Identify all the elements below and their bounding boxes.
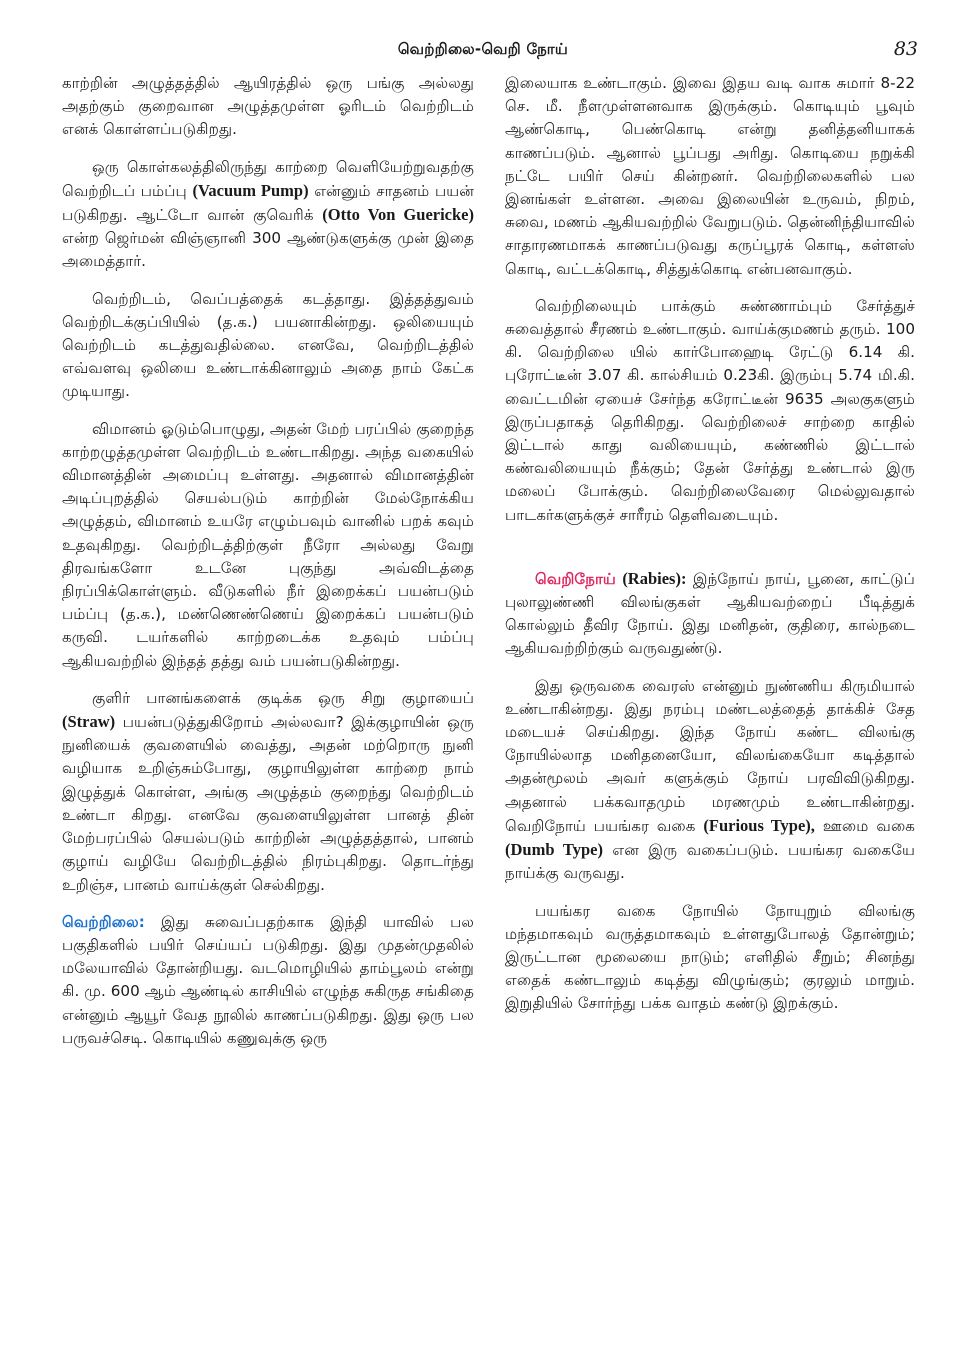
running-title: வெற்றிலை-வெறி நோய் (397, 40, 569, 58)
text: இது ஒருவகை வைரஸ் என்னும் நுண்ணிய கிருமியால் உண்டாகின்றது. இது நரம்பு மண்டலத்தைத் தாக்கிச் சேத மடையச் செய்கிறது. இந்த நோய் கண்ட விலங்கு நோயில்லாத மனிதனையோ, விலங்கையோ கடித்தால் அதன்மூலம் அவர் களுக்கும் நோய் பரவிவிடுகிறது. அதனால் பக்கவாதமும் மரணமும் உண்டாகின்றது. வெறிநோய் பயங்கர வகை (505, 676, 915, 835)
entry-term-betel: வெற்றிலை: (62, 912, 145, 931)
page-number: 83 (893, 38, 918, 60)
entry-paragraph (62, 911, 474, 1050)
text: ஒரு கொள்கலத்திலிருந்து காற்றை வெளியேற்றுவதற்கு வெற்றிடப் பம்ப்பு (62, 157, 474, 200)
english-term: (Vacuum Pump) (192, 180, 309, 200)
english-term: (Otto Von Guericke) (322, 205, 474, 225)
left-column (62, 72, 474, 1064)
text: குளிர் பானங்களைக் குடிக்க ஒரு சிறு குழாயைப் (92, 688, 474, 707)
english-term: (Furious Type), (703, 815, 815, 835)
english-term: (Rabies): (622, 568, 687, 588)
paragraph (62, 687, 474, 897)
english-term: (Straw) (62, 712, 116, 732)
text: என்னும் சாதனம் பயன் படுகிறது. ஆட்டோ வான் குவெரிக் (62, 181, 475, 225)
text: ஊமை வகை (822, 816, 916, 835)
paragraph (505, 675, 915, 886)
text: இந்நோய் நாய், பூனை, காட்டுப் புலாலுண்ணி விலங்குகள் ஆகியவற்றைப் பீடித்துக் கொல்லும் தீவிர நோய். இது மனிதன், குதிரை, கால்நடை ஆகியவற்றிற்கும் வருவதுண்டு. (505, 569, 915, 658)
paragraph: இலையாக உண்டாகும். இவை இதய வடி வாக சுமார் 8-22 செ. மீ. நீளமுள்ளனவாக இருக்கும். கொடியும் பூவும் ஆண்கொடி, பெண்கொடி என்று தனித்தனியாகக் காணப்படும். ஆனால் பூப்பது அரிது. கொடியை நறுக்கி நட்டே பயிர் செய் கின்றனர். வெற்றிலைகளில் பல இனங்கள் உள்ளன. அவை இலையின் உருவம், நிறம், சுவை, மணம் ஆகியவற்றில் வேறுபடும். தென்னிந்தியாவில் சாதாரணமாகக் காணப்படுவது கருப்பூரக் கொடி, கள்ளஸ் கொடி, வட்டக்கொடி, சித்துக்கொடி என்பனவாகும். (505, 74, 915, 278)
text: என இரு வகைப்படும். பயங்கர வகையே நாய்க்கு வருவது. (505, 841, 915, 883)
page-header (0, 40, 966, 72)
paragraph (62, 156, 474, 274)
text: என்ற ஜெர்மன் விஞ்ஞானி 300 ஆண்டுகளுக்கு முன் இதை அமைத்தார். (62, 229, 474, 271)
english-term: (Dumb Type) (505, 840, 603, 860)
entry-term-rabies: வெறிநோய் (535, 569, 616, 588)
paragraph: விமானம் ஓடும்பொழுது, அதன் மேற் பரப்பில் குறைந்த காற்றழுத்தமுள்ள வெற்றிடம் உண்டாகிறது. அந்த வகையில் விமானத்தின் அமைப்பு உள்ளது. அதனால் விமானத்தின் அடிப்புறத்தில் செயல்படும் காற்றின் மேல்நோக்கிய அழுத்தம், விமானம் உயரே எழும்பவும் வானில் பறக் கவும் உதவுகிறது. வெற்றிடத்திற்குள் நீரோ அல்லது வேறு திரவங்களோ உடனே புகுந்து அவ்விடத்தை நிரப்பிக்கொள்ளும். வீடுகளில் நீர் இறைக்கப் பயன்படும் பம்ப்பு (த.க.), மண்ணெண்ணெய் இறைக்கப் பயன்படும் கருவி. டயர்களில் காற்றடைக்க உதவும் பம்ப்பு ஆகியவற்றில் இந்தத் தத்து வம் பயன்படுகின்றது. (62, 419, 474, 670)
paragraph: பயங்கர வகை நோயில் நோயுறும் விலங்கு மந்தமாகவும் வருத்தமாகவும் உள்ளதுபோலத் தோன்றும்; இருட்டான மூலையை நாடும்; எளிதில் சீறும்; சினந்து எதைக் கண்டாலும் கடித்து விழுங்கும்; குரலும் மாறும். இறுதியில் சோர்ந்து பக்க வாதம் கண்டு இறக்கும். (505, 901, 915, 1013)
text: இது சுவைப்பதற்காக இந்தி யாவில் பல பகுதிகளில் பயிர் செய்யப் படுகிறது. இது முதன்முதலில் மலேயாவில் தோன்றியது. வடமொழியில் தாம்பூலம் என்று கி. மு. 600 ஆம் ஆண்டில் காசியில் எழுந்த சுகிருத சங்கிதை என்னும் ஆயூர் வேத நூலில் காணப்படுகிறது. இது ஒரு பல பருவச்செடி. கொடியில் கணுவுக்கு ஒரு (62, 912, 474, 1047)
paragraph: வெற்றிடம், வெப்பத்தைக் கடத்தாது. இத்தத்துவம் வெற்றிடக்குப்பியில் (த.க.) பயனாகின்றது. ஒலியையும் வெற்றிடம் கடத்துவதில்லை. எனவே, வெற்றிடத்தில் எவ்வளவு ஒலியை உண்டாக்கினாலும் அதை நாம் கேட்க முடியாது. (62, 289, 474, 401)
paragraph: காற்றின் அழுத்தத்தில் ஆயிரத்தில் ஒரு பங்கு அல்லது அதற்கும் குறைவான அழுத்தமுள்ள ஓரிடம் வெற்றிடம் எனக் கொள்ளப்படுகிறது. (62, 74, 474, 139)
entry-paragraph (505, 567, 915, 661)
right-column (505, 72, 915, 1030)
text: பயன்படுத்துகிறோம் அல்லவா? இக்குழாயின் ஒரு நுனியைக் குவளையில் வைத்து, அதன் மற்றொரு நுனி வழியாக உறிஞ்சும்போது, குழாயிலுள்ள காற்றை நாம் இழுத்துக் கொள்ள, அங்கு அழுத்தம் குறைந்து வெற்றிடம் உண்டா கிறது. எனவே குவளையிலுள்ள பானத் தின் மேற்பரப்பில் செயல்படும் காற்றின் அழுத்தத்தால், பானம் குழாய் வழியே வெற்றிடத்தில் நிரம்புகிறது. தொடர்ந்து உறிஞ்ச, பானம் வாய்க்குள் செல்கிறது. (62, 713, 474, 894)
section-gap (505, 541, 915, 567)
paragraph: வெற்றிலையும் பாக்கும் சுண்ணாம்பும் சேர்த்துச் சுவைத்தால் சீரணம் உண்டாகும். வாய்க்குமணம் தரும். 100 கி. வெற்றிலை யில் கார்போஹைடி ரேட்டு 6.14 கி. புரோட்டீன் 3.07 கி. கால்சியம் 0.23கி. இரும்பு 5.74 மி.கி. வைட்டமின் ஏயைச் சேர்ந்த கரோட்டீன் 9635 அலகுகளும் இருப்பதாகத் தெரிகிறது. வெற்றிலைச் சாற்றை காதில் இட்டால் காது வலியையும், கண்ணில் இட்டால் கண்வலியையும் நீக்கும்; தேன் சேர்த்து உண்டால் இரு மலைப் போக்கும். வெற்றிலைவேரை மெல்லுவதால் பாடகர்களுக்குச் சாரீரம் தெளிவடையும். (505, 296, 915, 524)
